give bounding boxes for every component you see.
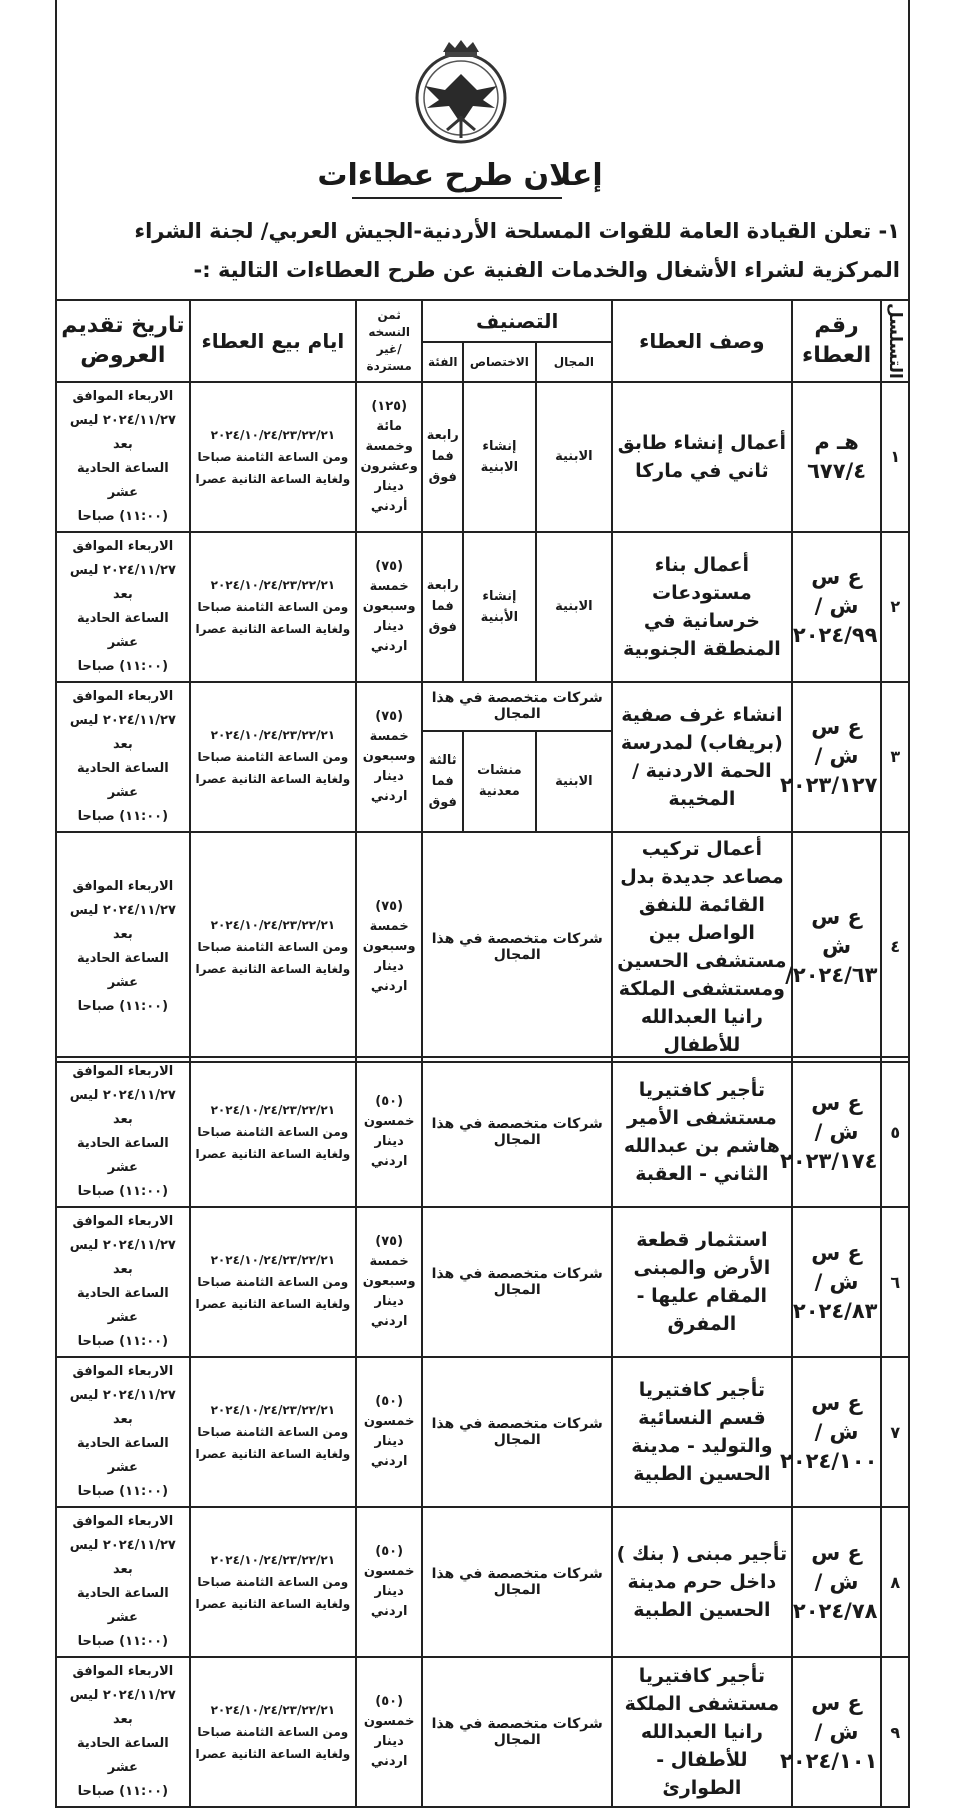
specialized-companies-note: شركات متخصصة في هذا المجال — [422, 1507, 612, 1657]
table-cell — [792, 382, 882, 532]
cell-text-line: (٧٥) — [375, 558, 404, 574]
cell-text-line: خمسة وسبعون — [362, 1254, 416, 1289]
table-row — [56, 1207, 909, 1357]
cell-text-line: (٧٥) — [375, 708, 404, 724]
table-cell: تأجير مبنى ( بنك ) داخل حرم مدينة الحسين الطبية — [612, 1507, 792, 1657]
cell-text-line: ٢٠٢٤/١٠/٢٤/٢٣/٢٢/٢١ — [210, 917, 336, 932]
cell-text-line: ولغاية الساعة الثانية عصرا — [195, 1147, 351, 1161]
table-cell — [56, 1057, 190, 1207]
table-cell — [792, 1507, 882, 1657]
cell-text-line: ٢٠٢٤/٧٨ — [792, 1598, 878, 1623]
table-row — [56, 1657, 909, 1807]
table-cell — [190, 1657, 356, 1807]
table-cell — [785, 832, 882, 1062]
table-cell — [780, 1057, 882, 1207]
cell-text-line: ع س ش / — [811, 565, 862, 619]
cell-text-line: ٢٠٢٤/١٠/٢٤/٢٣/٢٢/٢١ — [210, 577, 336, 592]
table-cell: الابنية — [536, 731, 613, 832]
cell-text-line: ٢٠٢٤/١٠٠ — [780, 1448, 878, 1473]
cell-text-line: هـ م — [814, 429, 859, 454]
table-cell — [190, 1057, 356, 1207]
table-row — [56, 532, 909, 682]
cell-text-line: الاربعاء الموافق — [72, 388, 174, 404]
cell-text-line: ولغاية الساعة الثانية عصرا — [195, 621, 351, 636]
table-row — [56, 1057, 909, 1207]
cell-text-line: (١١:٠٠) صباحا — [77, 998, 169, 1014]
table-cell: أعمال بناء مستودعات خرسانية في المنطقة الجنوبية — [612, 532, 792, 682]
table-cell: استثمار قطعة الأرض والمبنى المقام عليها - المفرق — [612, 1207, 792, 1357]
cell-text-line: الساعة الحادية عشر — [76, 1436, 169, 1475]
cell-text-line: ومن الساعة الثامنة صباحا — [197, 1425, 349, 1439]
cell-text-line: /غير — [376, 341, 402, 356]
tenders-table-continued — [55, 1056, 910, 1808]
cell-text-line: الاربعاء الموافق — [72, 1664, 174, 1679]
cell-text-line: دينار اردني — [370, 958, 408, 994]
cell-text-line: ع س ش — [811, 905, 862, 959]
cell-text-line: ٢٠٢٤/١٠/٢٤/٢٣/٢٢/٢١ — [210, 427, 336, 442]
specialized-companies-note: شركات متخصصة في هذا المجال — [422, 1207, 612, 1357]
cell-text-line: العروض — [80, 342, 166, 368]
table-cell — [780, 1657, 882, 1807]
cell-text-line: الاربعاء الموافق — [72, 1064, 174, 1079]
cell-text-line: دينار اردني — [370, 618, 408, 654]
cell-text-line: ٢٠٢٤/١١/٢٧ ليس بعد — [69, 1088, 176, 1127]
serial-header: التسلسل — [881, 300, 909, 382]
cell-text-line: ولغاية الساعة الثانية عصرا — [195, 1297, 351, 1311]
cell-text-line: ٢٠٢٤/١٠/٢٤/٢٣/٢٢/٢١ — [210, 1103, 336, 1117]
table-cell: ٧ — [881, 1357, 909, 1507]
table-cell: رابعة فما فوق — [422, 382, 463, 532]
cell-text-line: ومن الساعة الثامنة صباحا — [197, 599, 349, 614]
specialized-companies-note: شركات متخصصة في هذا المجال — [422, 1057, 612, 1207]
classification-header: التصنيف — [422, 300, 612, 342]
table-cell — [356, 1507, 422, 1657]
category-header: الفئة — [422, 342, 463, 382]
cell-text-line: (١١:٠٠) صباحا — [77, 508, 169, 524]
cell-text-line: ٢٠٢٤/١١/٢٧ ليس بعد — [69, 712, 176, 752]
cell-text-line: ولغاية الساعة الثانية عصرا — [195, 1597, 351, 1611]
cell-text-line: دينار اردني — [370, 1294, 408, 1329]
cell-text-line: الساعة الحادية عشر — [76, 950, 169, 990]
armed-forces-emblem-icon — [405, 38, 517, 150]
table-cell — [56, 1507, 190, 1657]
cell-text-line: ومن الساعة الثامنة صباحا — [197, 449, 349, 464]
table-row — [56, 1507, 909, 1657]
cell-text-line: خمسة وسبعون — [362, 918, 416, 954]
cell-text-line: ولغاية الساعة الثانية عصرا — [195, 1447, 351, 1461]
table-cell: أعمال إنشاء طابق ثاني في ماركا — [612, 382, 792, 532]
table-cell — [56, 1207, 190, 1357]
table-cell — [190, 832, 356, 1062]
cell-text-line: دينار اردني — [370, 1584, 408, 1619]
table-cell — [56, 1657, 190, 1807]
cell-text-line: ومن الساعة الثامنة صباحا — [197, 749, 349, 764]
table-row — [56, 382, 909, 532]
cell-text-line: ٢٠٢٤/١١/٢٧ ليس بعد — [69, 1688, 176, 1727]
cell-text-line: (١١:٠٠) صباحا — [77, 1634, 169, 1649]
cell-text-line: ثمن النسخه — [368, 307, 410, 339]
cell-text-line: الاربعاء الموافق — [72, 1214, 174, 1229]
cell-text-line: تاريخ تقديم — [61, 312, 185, 338]
specialized-companies-note: شركات متخصصة في هذا المجال — [422, 832, 612, 1062]
table-cell — [356, 532, 422, 682]
cell-text-line: دينار اردني — [370, 1734, 408, 1769]
cell-text-line: دينار أردني — [370, 478, 408, 514]
cell-text-line: ومن الساعة الثامنة صباحا — [197, 1125, 349, 1139]
cell-text-line: ع س ش / — [811, 1540, 862, 1594]
specialized-companies-note: شركات متخصصة في هذا المجال — [422, 682, 612, 731]
table-cell: الابنية — [536, 532, 613, 682]
field-header: المجال — [536, 342, 613, 382]
table-cell — [56, 532, 190, 682]
table-cell — [190, 682, 356, 832]
table-cell — [190, 1507, 356, 1657]
cell-text-line: خمسون — [363, 1414, 415, 1429]
cell-text-line: (٥٠) — [375, 1394, 404, 1409]
cell-text-line: ٢٠٢٣/١٧٤ — [780, 1148, 878, 1173]
sale-days-header: ايام بيع العطاء — [190, 300, 356, 382]
cell-text-line: رقم — [814, 312, 859, 338]
cell-text-line: (٧٥) — [375, 898, 404, 914]
cell-text-line: الاربعاء الموافق — [72, 688, 174, 704]
table-header-row — [56, 300, 909, 342]
copy-price-header — [356, 300, 422, 382]
page-title: إعلان طرح عطاءات — [317, 158, 603, 193]
cell-text-line: مستردة — [366, 358, 412, 373]
cell-text-line: (١٢٥) مائة — [371, 398, 408, 434]
table-cell — [56, 832, 190, 1062]
cell-text-line: الساعة الحادية عشر — [76, 460, 169, 500]
cell-text-line: ولغاية الساعة الثانية عصرا — [195, 1747, 351, 1761]
cell-text-line: الاربعاء الموافق — [72, 1364, 174, 1379]
table-cell: تأجير كافتيريا مستشفى الأمير هاشم بن عبدالله الثاني - العقبة — [612, 1057, 792, 1207]
cell-text-line: وخمسة وعشرون — [360, 438, 418, 474]
cell-text-line: خمسة وسبعون — [362, 578, 416, 614]
cell-text-line: ع س ش / — [811, 1690, 862, 1744]
table-cell — [356, 1207, 422, 1357]
cell-text-line: ٢٠٢٤/١٠/٢٤/٢٣/٢٢/٢١ — [210, 1553, 336, 1567]
cell-text-line: ٢٠٢٤/١١/٢٧ ليس بعد — [69, 562, 176, 602]
cell-text-line: (١١:٠٠) صباحا — [77, 1484, 169, 1499]
table-cell — [356, 832, 422, 1062]
cell-text-line: العطاء — [801, 342, 872, 368]
table-cell — [56, 682, 190, 832]
cell-text-line: (٥٠) — [375, 1544, 404, 1559]
cell-text-line: ع س ش / — [811, 1090, 862, 1144]
table-cell: تأجير كافتيريا مستشفى الملكة رانيا العبدالله للأطفال - الطوارئ — [612, 1657, 792, 1807]
cell-text-line: ٢٠٢٤/١٠/٢٤/٢٣/٢٢/٢١ — [210, 1253, 336, 1267]
cell-text-line: (١١:٠٠) صباحا — [77, 658, 169, 674]
cell-text-line: خمسون — [363, 1564, 415, 1579]
cell-text-line: ٢٠٢٣/١٢٧ — [780, 773, 878, 798]
table-cell: انشاء غرف صفية (بريفاب) لمدرسة الحمة الاردنية / المخيبة — [612, 682, 792, 832]
cell-text-line: ٢٠٢٤/١١/٢٧ ليس بعد — [69, 1388, 176, 1427]
table-cell: ٢ — [881, 532, 909, 682]
cell-text-line: (١١:٠٠) صباحا — [77, 808, 169, 824]
specialized-companies-note: شركات متخصصة في هذا المجال — [422, 1357, 612, 1507]
cell-text-line: الساعة الحادية عشر — [76, 760, 169, 800]
table-cell — [356, 1057, 422, 1207]
table-cell: ٩ — [881, 1657, 909, 1807]
submission-date-header — [56, 300, 190, 382]
table-cell — [190, 532, 356, 682]
specialty-header: الاختصاص — [463, 342, 535, 382]
table-cell: الابنية — [536, 382, 613, 532]
table-cell: إنشاء الأبنية — [463, 532, 535, 682]
table-cell — [356, 382, 422, 532]
description-header: وصف العطاء — [612, 300, 792, 382]
table-cell: ٤ — [881, 832, 909, 1062]
cell-text-line: دينار اردني — [370, 1434, 408, 1469]
cell-text-line: الساعة الحادية عشر — [76, 1286, 169, 1325]
cell-text-line: ولغاية الساعة الثانية عصرا — [195, 961, 351, 976]
table-cell — [780, 682, 882, 832]
table-cell: ٥ — [881, 1057, 909, 1207]
table-cell — [190, 1357, 356, 1507]
cell-text-line: الساعة الحادية عشر — [76, 1736, 169, 1775]
cell-text-line: (١١:٠٠) صباحا — [77, 1184, 169, 1199]
table-cell: ٣ — [881, 682, 909, 832]
tender-number-header — [792, 300, 882, 382]
cell-text-line: ٢٠٢٤/١٠/٢٤/٢٣/٢٢/٢١ — [210, 1703, 336, 1717]
cell-text-line: (٧٥) — [375, 1234, 404, 1249]
table-cell — [356, 1657, 422, 1807]
cell-text-line: ومن الساعة الثامنة صباحا — [197, 1725, 349, 1739]
cell-text-line: خمسة وسبعون — [362, 728, 416, 764]
cell-text-line: دينار اردني — [370, 768, 408, 804]
cell-text-line: ٢٠٢٤/٩٩ — [792, 623, 878, 648]
table-cell — [356, 1357, 422, 1507]
cell-text-line: ٢٠٢٤/١١/٢٧ ليس بعد — [69, 1538, 176, 1577]
cell-text-line: ٢٠٢٤/١١/٢٧ ليس بعد — [69, 902, 176, 942]
table-cell: ٦ — [881, 1207, 909, 1357]
table-cell — [792, 1207, 882, 1357]
cell-text-line: الاربعاء الموافق — [72, 538, 174, 554]
cell-text-line: ولغاية الساعة الثانية عصرا — [195, 471, 351, 486]
cell-text-line: (٥٠) — [375, 1694, 404, 1709]
cell-text-line: ومن الساعة الثامنة صباحا — [197, 939, 349, 954]
table-cell — [792, 532, 882, 682]
table-cell: ١ — [881, 382, 909, 532]
cell-text-line: ٢٠٢٤/١١/٢٧ ليس بعد — [69, 412, 176, 452]
specialized-companies-note: شركات متخصصة في هذا المجال — [422, 1657, 612, 1807]
table-cell — [780, 1357, 882, 1507]
table-cell: ثالثة فما فوق — [422, 731, 463, 832]
cell-text-line: ٢٠٢٤/١٠/٢٤/٢٣/٢٢/٢١ — [210, 1403, 336, 1417]
cell-text-line: الاربعاء الموافق — [72, 878, 174, 894]
cell-text-line: الساعة الحادية عشر — [76, 610, 169, 650]
cell-text-line: الساعة الحادية عشر — [76, 1586, 169, 1625]
table-cell: ٨ — [881, 1507, 909, 1657]
cell-text-line: خمسون — [363, 1714, 415, 1729]
table-cell — [190, 1207, 356, 1357]
table-row — [56, 1357, 909, 1507]
table-cell — [356, 682, 422, 832]
cell-text-line: (٥٠) — [375, 1094, 404, 1109]
table-cell — [190, 382, 356, 532]
table-cell: إنشاء الابنية — [463, 382, 535, 532]
cell-text-line: (١١:٠٠) صباحا — [77, 1784, 169, 1799]
table-cell — [56, 382, 190, 532]
cell-text-line: ٢٠٢٤/٦٣/ — [785, 963, 878, 988]
cell-text-line: دينار اردني — [370, 1134, 408, 1169]
cell-text-line: خمسون — [363, 1114, 415, 1129]
cell-text-line: ع س ش / — [811, 1240, 862, 1294]
cell-text-line: ولغاية الساعة الثانية عصرا — [195, 771, 351, 786]
cell-text-line: (١١:٠٠) صباحا — [77, 1334, 169, 1349]
cell-text-line: ومن الساعة الثامنة صباحا — [197, 1275, 349, 1289]
table-cell: أعمال تركيب مصاعد جديدة بدل القائمة للنفق الواصل بين مستشفى الحسين ومستشفى الملكة رانيا العبدالله للأطفال — [612, 832, 792, 1062]
cell-text-line: ٢٠٢٤/١٠/٢٤/٢٣/٢٢/٢١ — [210, 727, 336, 742]
cell-text-line: الساعة الحادية عشر — [76, 1136, 169, 1175]
table-row — [56, 682, 909, 731]
table-cell: تأجير كافتيريا قسم النسائية والتوليد - مدينة الحسين الطبية — [612, 1357, 792, 1507]
cell-text-line: ع س ش / — [811, 1390, 862, 1444]
cell-text-line: ٢٠٢٤/١١/٢٧ ليس بعد — [69, 1238, 176, 1277]
table-cell: منشات معدنية — [463, 731, 535, 832]
table-cell — [56, 1357, 190, 1507]
cell-text-line: ٦٧٧/٤ — [807, 458, 867, 483]
table-cell: رابعة فما فوق — [422, 532, 463, 682]
cell-text-line: ٢٠٢٤/١٠١ — [780, 1748, 878, 1773]
announcement-intro: ١- تعلن القيادة العامة للقوات المسلحة الأردنية-الجيش العربي/ لجنة الشراء المركزية لشراء الأشغال والخدمات الفنية عن طرح العطاءات التالية :- — [134, 219, 900, 282]
cell-text-line: ع س ش / — [811, 715, 862, 769]
cell-text-line: ٢٠٢٤/٨٣ — [792, 1298, 878, 1323]
cell-text-line: ومن الساعة الثامنة صباحا — [197, 1575, 349, 1589]
title-underline — [352, 197, 562, 199]
table-row — [56, 832, 909, 1062]
cell-text-line: الاربعاء الموافق — [72, 1514, 174, 1529]
tenders-table — [55, 299, 910, 1063]
